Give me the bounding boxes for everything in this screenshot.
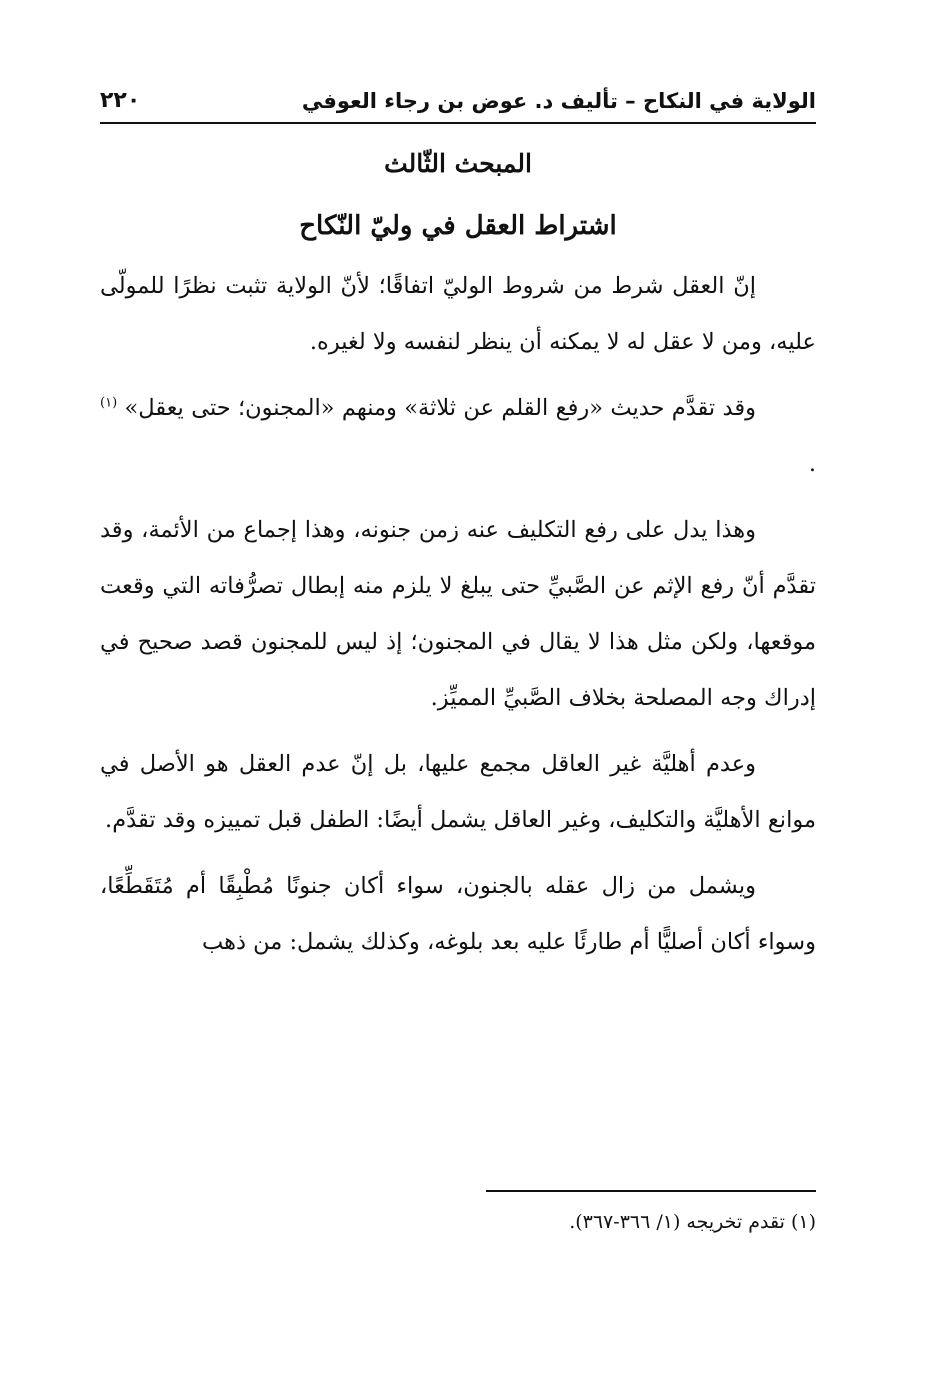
footnote-separator [486,1190,816,1192]
section-title: اشتراط العقل في وليّ النّكاح [299,211,617,241]
body-text [100,258,816,980]
paragraph-2-text: وقد تقدَّم حديث «رفع القلم عن ثلاثة» ومنهم «المجنون؛ حتى يعقل» [124,395,756,421]
paragraph-3: وهذا يدل على رفع التكليف عنه زمن جنونه، وهذا إجماع من الأئمة، وقد تقدَّم أنّ رفع الإثم عن الصَّبيِّ حتى يبلغ لا يلزم منه إبطال تصرُّفاته التي وقعت موقعها، ولكن مثل هذا لا يقال في المجنون؛ إذ ليس للمجنون قصد صحيح في إدراك وجه المصلحة بخلاف الصَّبيِّ المميِّز. [100,517,816,711]
paragraph-4: وعدم أهليَّة غير العاقل مجمع عليها، بل إنّ عدم العقل هو الأصل في موانع الأهليَّة والتكليف، وغير العاقل يشمل أيضًا: الطفل قبل تمييزه وقد تقدَّم. [100,751,816,833]
footnote-reference[interactable]: (١) [100,395,118,411]
running-header [100,84,816,124]
footnote-number: (١) [790,1211,816,1233]
section-label: المبحث الثّالث [384,149,532,178]
footnote [100,1205,816,1239]
paragraph-2: وقد تقدَّم حديث «رفع القلم عن ثلاثة» ومنهم «المجنون؛ حتى يعقل» $^{(١)}$ . [100,395,816,477]
paragraph-1: إنّ العقل شرط من شروط الوليّ اتفاقًا؛ لأنّ الولاية تثبت نظرًا للمولّى عليه، ومن لا عقل له لا يمكنه أن ينظر لنفسه ولا لغيره. [100,273,816,355]
paragraph-5: ويشمل من زال عقله بالجنون، سواء أكان جنونًا مُطْبِقًا أم مُتَقَطِّعًا، وسواء أكان أصليًّا أم طارئًا عليه بعد بلوغه، وكذلك يشمل: من ذهب [100,873,816,955]
footnote-text: تقدم تخريجه (١/ ٣٦٦-٣٦٧). [569,1211,785,1233]
book-title: الولاية في النكاح – تأليف د. عوض بن رجاء العوفي [301,89,816,113]
page-number: ٢٢٠ [100,88,141,113]
